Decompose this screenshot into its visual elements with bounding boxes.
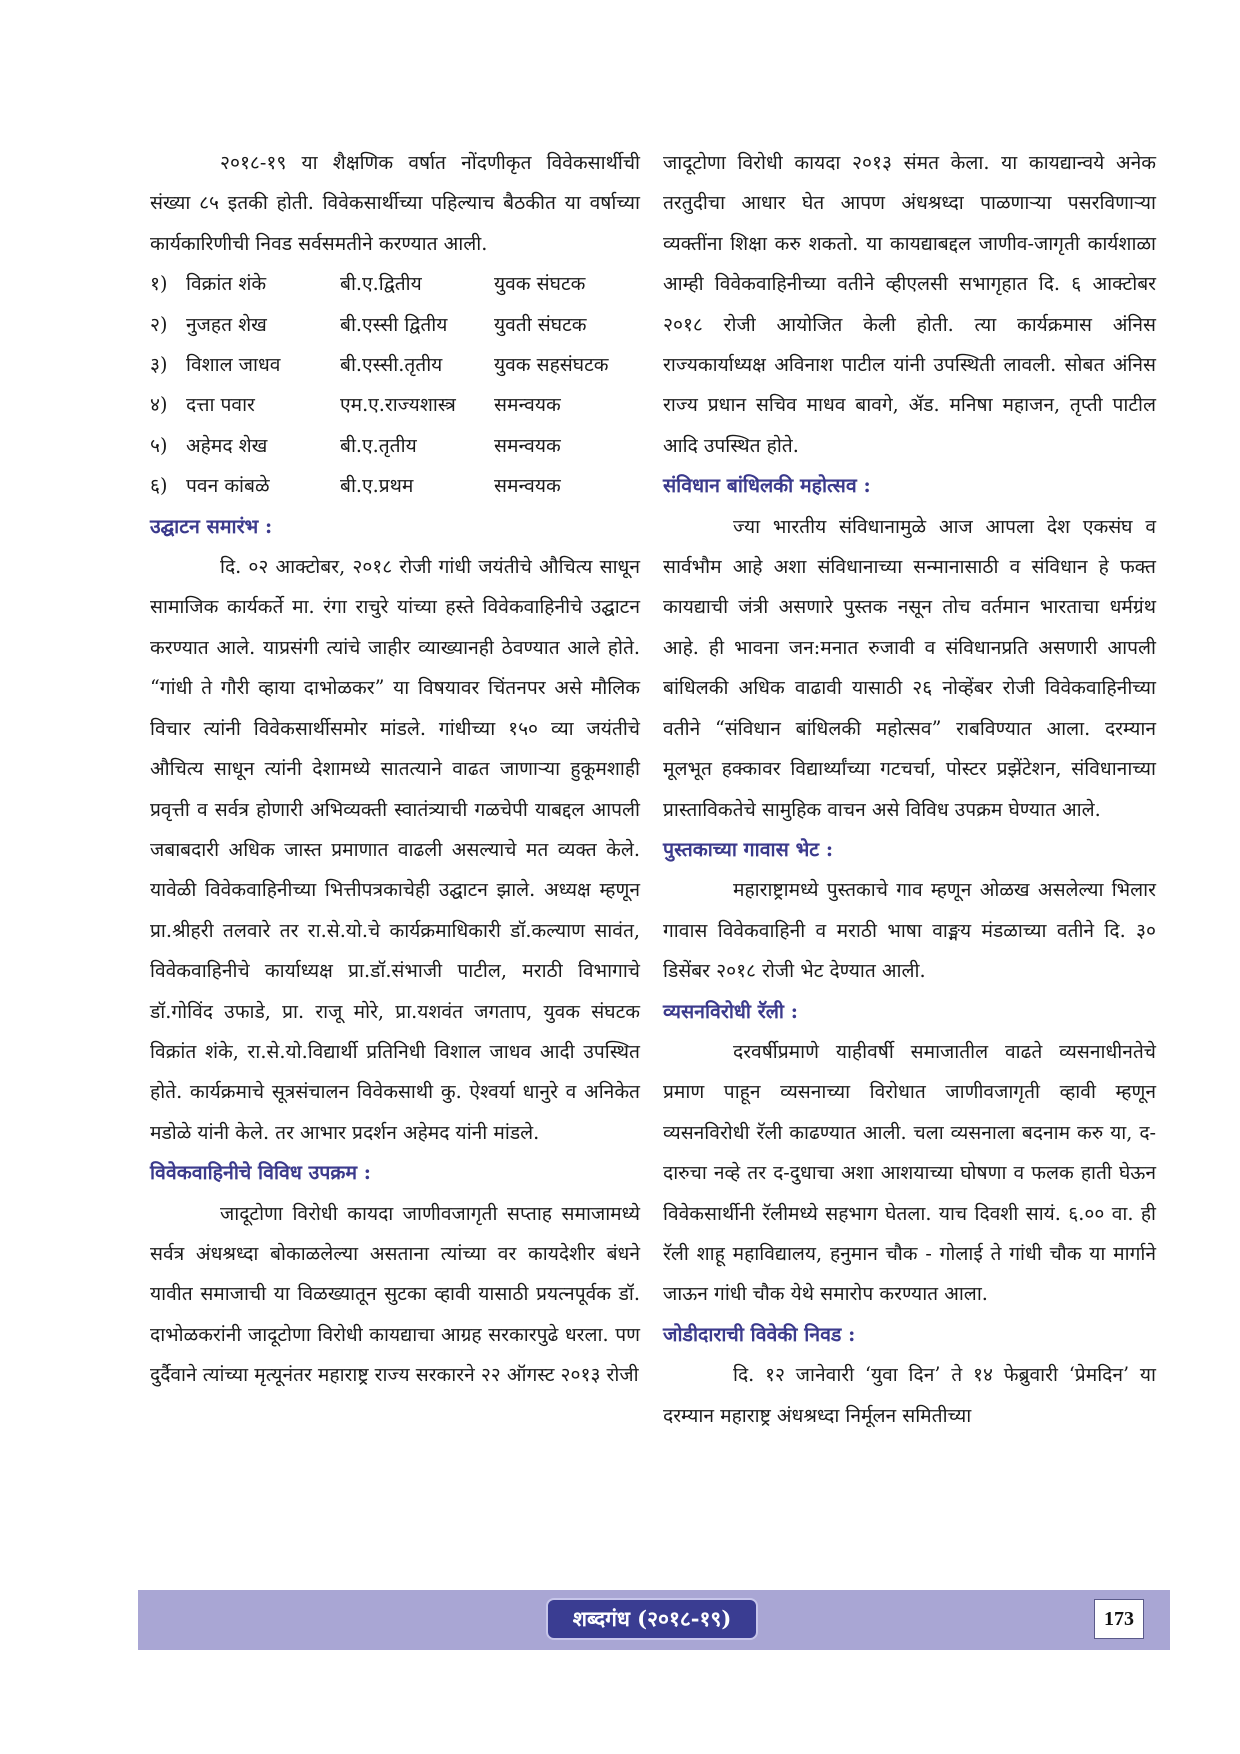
activities-continued-paragraph: जादूटोणा विरोधी कायदा २०१३ संमत केला. या कायद्यान्वये अनेक तरतुदीचा आधार घेत आपण अंधश्रध्दा पाळणाऱ्या पसरविणाऱ्या व्यक्तींना शिक्षा करु शकतो. या कायद्याबद्दल जाणीव-जागृती कार्यशाळा आम्ही विवेकवाहिनीच्या वतीने व्हीएलसी सभागृहात दि. ६ आक्टोबर २०१८ रोजी आयोजित केली होती. त्या कार्यक्रमास अंनिस राज्यकार्याध्यक्ष अविनाश पाटील यांनी उपस्थिती लावली. सोबत अंनिस राज्य प्रधान सचिव माधव बावगे, ॲड. मनिषा महाजन, तृप्ती पाटील आदि उपस्थित होते. bbox=[663, 151, 1156, 457]
section-heading-inauguration: उद्घाटन समारंभ : bbox=[150, 514, 273, 538]
member-role: समन्वयक bbox=[494, 393, 561, 417]
inauguration-paragraph: दि. ०२ आक्टोबर, २०१८ रोजी गांधी जयंतीचे औचित्य साधून सामाजिक कार्यकर्ते मा. रंगा राचुरे यांच्या हस्ते विवेकवाहिनीचे उद्घाटन करण्यात आले. याप्रसंगी त्यांचे जाहीर व्याख्यानही ठेवण्यात आले होते. “गांधी ते गौरी व्हाया दाभोळकर” या विषयावर चिंतनपर असे मौलिक विचार त्यांनी विवेकसार्थीसमोर मांडले. गांधीच्या १५० व्या जयंतीचे औचित्य साधून त्यांनी देशामध्ये सातत्याने वाढत जाणाऱ्या हुकूमशाही प्रवृत्ती व सर्वत्र होणारी अभिव्यक्ती स्वातंत्र्याची गळचेपी याबद्दल आपली जबाबदारी अधिक जास्त प्रमाणात वाढली असल्याचे मत व्यक्त केले. यावेळी विवेकवाहिनीच्या भित्तीपत्रकाचेही उद्घाटन झाले. अध्यक्ष म्हणून प्रा.श्रीहरी तलवारे तर रा.से.यो.चे कार्यक्रमाधिकारी डॉ.कल्याण सावंत, विवेकवाहिनीचे कार्याध्यक्ष प्रा.डॉ.संभाजी पाटील, मराठी विभागाचे डॉ.गोविंद उफाडे, प्रा. राजू मोरे, प्रा.यशवंत जगताप, युवक संघटक विक्रांत शंके, रा.से.यो.विद्यार्थी प्रतिनिधी विशाल जाधव आदी उपस्थित होते. कार्यक्रमाचे सूत्रसंचालन विवेकसाथी कु. ऐश्वर्या धानुरे व अनिकेत मडोळे यांनी केले. तर आभार प्रदर्शन अहेमद यांनी मांडले. bbox=[150, 555, 640, 1144]
list-item bbox=[150, 426, 640, 466]
member-number: ४) bbox=[150, 393, 168, 417]
list-item bbox=[150, 264, 640, 304]
member-role: समन्वयक bbox=[494, 433, 561, 457]
list-item bbox=[150, 466, 640, 506]
book-village-paragraph: महाराष्ट्रामध्ये पुस्तकाचे गाव म्हणून ओळख असलेल्या भिलार गावास विवेकवाहिनी व मराठी भाषा वाङ्मय मंडळाच्या वतीने दि. ३० डिसेंबर २०१८ रोजी भेट देण्यात आली. bbox=[663, 878, 1156, 983]
section-heading-rally: व्यसनविरोधी रॅली : bbox=[663, 999, 798, 1023]
partner-choice-paragraph: दि. १२ जानेवारी ‘युवा दिन’ ते १४ फेब्रुवारी ‘प्रेमदिन’ या दरम्यान महाराष्ट्र अंधश्रध्दा निर्मूलन समितीच्या bbox=[663, 1363, 1156, 1427]
member-class: बी.ए.तृतीय bbox=[340, 433, 417, 457]
list-item bbox=[150, 345, 640, 385]
member-class: बी.एस्सी द्वितीय bbox=[340, 312, 448, 336]
page-number: 173 bbox=[1094, 1599, 1144, 1639]
member-role: युवक संघटक bbox=[494, 272, 586, 296]
member-class: बी.ए.प्रथम bbox=[340, 474, 414, 498]
member-role: युवती संघटक bbox=[494, 312, 587, 336]
member-role: युवक सहसंघटक bbox=[494, 353, 609, 377]
section-heading-partner-choice: जोडीदाराची विवेकी निवड : bbox=[663, 1322, 856, 1346]
member-class: एम.ए.राज्यशास्त्र bbox=[340, 393, 456, 417]
section-heading-book-village: पुस्तकाच्या गावास भेट : bbox=[663, 837, 834, 861]
footer-magazine-title: शब्दगंध (२०१८-१९) bbox=[546, 1598, 758, 1640]
member-role: समन्वयक bbox=[494, 474, 561, 498]
member-name: नुजहत शेख bbox=[186, 312, 267, 336]
right-column bbox=[663, 143, 1156, 1436]
member-number: ६) bbox=[150, 474, 168, 498]
member-class: बी.एस्सी.तृतीय bbox=[340, 353, 443, 377]
member-number: ५) bbox=[150, 433, 168, 457]
member-name: विशाल जाधव bbox=[186, 353, 281, 377]
member-class: बी.ए.द्वितीय bbox=[340, 272, 422, 296]
constitution-paragraph: ज्या भारतीय संविधानामुळे आज आपला देश एकसंघ व सार्वभौम आहे अशा संविधानाच्या सन्मानासाठी व संविधान हे फक्त कायद्याची जंत्री असणारे पुस्तक नसून तोच वर्तमान भारताचा धर्मग्रंथ आहे. ही भावना जन:मनात रुजावी व संविधानप्रति असणारी आपली बांधिलकी अधिक वाढावी यासाठी २६ नोव्हेंबर रोजी विवेकवाहिनीच्या वतीने “संविधान बांधिलकी महोत्सव” राबविण्यात आला. दरम्यान मूलभूत हक्कावर विद्यार्थ्यांच्या गटचर्चा, पोस्टर प्रझेंटेशन, संविधानाच्या प्रास्ताविकतेचे सामुहिक वाचन असे विविध उपक्रम घेण्यात आले. bbox=[663, 514, 1156, 821]
committee-member-list bbox=[150, 264, 640, 506]
member-name: दत्ता पवार bbox=[186, 393, 255, 417]
list-item bbox=[150, 305, 640, 345]
member-number: ३) bbox=[150, 353, 168, 377]
member-number: १) bbox=[150, 272, 168, 296]
member-name: अहेमद शेख bbox=[186, 433, 268, 457]
left-column bbox=[150, 143, 640, 1396]
member-name: पवन कांबळे bbox=[186, 474, 270, 498]
intro-paragraph: २०१८-१९ या शैक्षणिक वर्षात नोंदणीकृत विवेकसार्थीची संख्या ८५ इतकी होती. विवेकसार्थीच्या पहिल्याच बैठकीत या वर्षाच्या कार्यकारिणीची निवड सर्वसमतीने करण्यात आली. bbox=[150, 151, 640, 255]
activities-paragraph: जादूटोणा विरोधी कायदा जाणीवजागृती सप्ताह समाजामध्ये सर्वत्र अंधश्रध्दा बोकाळलेल्या असताना त्यांच्या वर कायदेशीर बंधने यावीत समाजाची या विळख्यातून सुटका व्हावी यासाठी प्रयत्नपूर्वक डॉ. दाभोळकरांनी जादूटोणा विरोधी कायद्याचा आग्रह सरकारपुढे धरला. पण दुर्दैवाने त्यांच्या मृत्यूनंतर महाराष्ट्र राज्य सरकारने २२ ऑगस्ट २०१३ रोजी bbox=[150, 1201, 640, 1387]
section-heading-activities: विवेकवाहिनीचे विविध उपक्रम : bbox=[150, 1161, 372, 1185]
member-name: विक्रांत शंके bbox=[186, 272, 267, 296]
member-number: २) bbox=[150, 312, 168, 336]
rally-paragraph: दरवर्षीप्रमाणे याहीवर्षी समाजातील वाढते व्यसनाधीनतेचे प्रमाण पाहून व्यसनाच्या विरोधात जाणीवजागृती व्हावी म्हणून व्यसनविरोधी रॅली काढण्यात आली. चला व्यसनाला बदनाम करु या, द-दारुचा नव्हे तर द-दुधाचा अशा आशयाच्या घोषणा व फलक हाती घेऊन विवेकसार्थीनी रॅलीमध्ये सहभाग घेतला. याच दिवशी सायं. ६.०० वा. ही रॅली शाहू महाविद्यालय, हनुमान चौक - गोलाई ते गांधी चौक या मार्गाने जाऊन गांधी चौक येथे समारोप करण्यात आला. bbox=[663, 1039, 1156, 1306]
section-heading-constitution: संविधान बांधिलकी महोत्सव : bbox=[663, 474, 871, 498]
list-item bbox=[150, 385, 640, 425]
